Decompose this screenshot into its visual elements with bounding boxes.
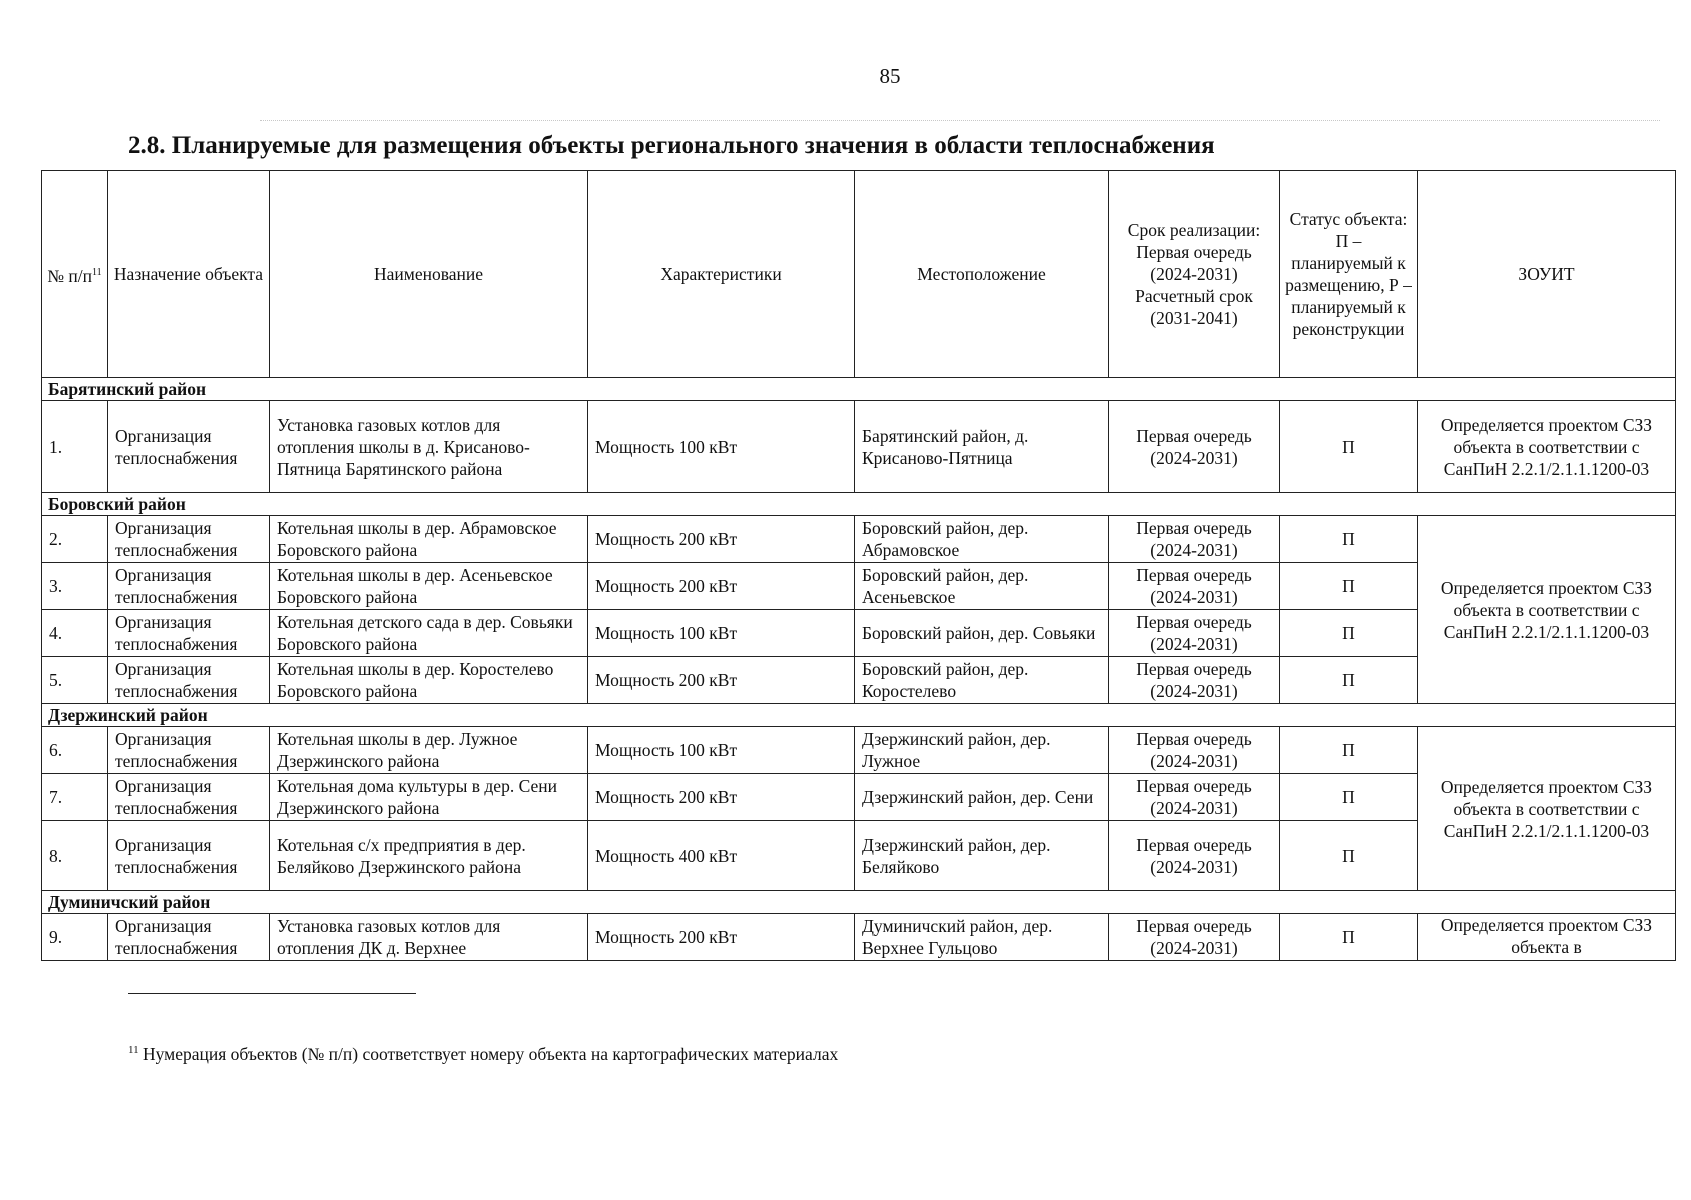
cell-status: П	[1280, 610, 1418, 657]
footnote-separator	[128, 993, 416, 994]
cell-characteristics: Мощность 200 кВт	[588, 914, 855, 961]
district-row	[42, 493, 1676, 516]
cell-location: Дзержинский район, дер. Сени	[855, 774, 1109, 821]
cell-term: Первая очередь (2024-2031)	[1109, 821, 1280, 891]
cell-characteristics: Мощность 200 кВт	[588, 563, 855, 610]
cell-characteristics: Мощность 100 кВт	[588, 610, 855, 657]
cell-name: Установка газовых котлов для отопления ДК д. Верхнее	[270, 914, 588, 961]
district-name: Думиничский район	[42, 891, 1676, 914]
cell-zouit: Определяется проектом СЗЗ объекта в	[1418, 914, 1676, 961]
cell-characteristics: Мощность 200 кВт	[588, 516, 855, 563]
cell-purpose: Организация теплоснабжения	[108, 727, 270, 774]
cell-location: Барятинский район, д. Крисаново-Пятница	[855, 401, 1109, 493]
cell-status: П	[1280, 657, 1418, 704]
cell-purpose: Организация теплоснабжения	[108, 516, 270, 563]
cell-term: Первая очередь (2024-2031)	[1109, 727, 1280, 774]
cell-characteristics: Мощность 400 кВт	[588, 821, 855, 891]
cell-status: П	[1280, 401, 1418, 493]
cell-purpose: Организация теплоснабжения	[108, 563, 270, 610]
footnote-text: Нумерация объектов (№ п/п) соответствует номеру объекта на картографических материалах	[142, 1044, 839, 1064]
cell-location: Боровский район, дер. Коростелево	[855, 657, 1109, 704]
cell-name: Котельная школы в дер. Коростелево Боровского района	[270, 657, 588, 704]
cell-status: П	[1280, 774, 1418, 821]
district-row	[42, 378, 1676, 401]
cell-characteristics: Мощность 100 кВт	[588, 401, 855, 493]
cell-location: Боровский район, дер. Абрамовское	[855, 516, 1109, 563]
header-purpose: Назначение объекта	[108, 171, 270, 378]
cell-term: Первая очередь (2024-2031)	[1109, 401, 1280, 493]
header-num: № $п/п^{11}$	[42, 171, 108, 378]
cell-num: 6.	[42, 727, 108, 774]
cell-name: Котельная детского сада в дер. Совьяки Боровского района	[270, 610, 588, 657]
cell-name: Котельная школы в дер. Лужное Дзержинского района	[270, 727, 588, 774]
cell-term: Первая очередь (2024-2031)	[1109, 774, 1280, 821]
cell-term: Первая очередь (2024-2031)	[1109, 914, 1280, 961]
cell-name: Котельная дома культуры в дер. Сени Дзержинского района	[270, 774, 588, 821]
cell-purpose: Организация теплоснабжения	[108, 657, 270, 704]
header-status: Статус объекта: П – планируемый к размещению, Р – планируемый к реконструкции	[1280, 171, 1418, 378]
cell-num: 9.	[42, 914, 108, 961]
district-name: Дзержинский район	[42, 704, 1676, 727]
footnote-marker: 11	[128, 1044, 139, 1057]
cell-location: Дзержинский район, дер. Беляйково	[855, 821, 1109, 891]
cell-name: Котельная школы в дер. Асеньевское Боровского района	[270, 563, 588, 610]
heat-supply-objects-table	[41, 170, 1676, 961]
cell-name: Котельная с/х предприятия в дер. Беляйково Дзержинского района	[270, 821, 588, 891]
table-body	[42, 378, 1676, 961]
cell-status: П	[1280, 563, 1418, 610]
cell-term: Первая очередь (2024-2031)	[1109, 657, 1280, 704]
cell-purpose: Организация теплоснабжения	[108, 774, 270, 821]
cell-num: 4.	[42, 610, 108, 657]
header-characteristics: Характеристики	[588, 171, 855, 378]
header-zouit: ЗОУИТ	[1418, 171, 1676, 378]
cell-num: 7.	[42, 774, 108, 821]
cell-zouit: Определяется проектом СЗЗ объекта в соответствии с СанПиН 2.2.1/2.1.1.1200-03	[1418, 727, 1676, 891]
cell-location: Боровский район, дер. Асеньевское	[855, 563, 1109, 610]
cell-characteristics: Мощность 100 кВт	[588, 727, 855, 774]
cell-location: Думиничский район, дер. Верхнее Гульцово	[855, 914, 1109, 961]
district-name: Боровский район	[42, 493, 1676, 516]
footnote	[128, 1044, 838, 1065]
cell-zouit: Определяется проектом СЗЗ объекта в соответствии с СанПиН 2.2.1/2.1.1.1200-03	[1418, 516, 1676, 704]
cell-characteristics: Мощность 200 кВт	[588, 657, 855, 704]
table-header-row	[42, 171, 1676, 378]
cell-term: Первая очередь (2024-2031)	[1109, 610, 1280, 657]
district-row	[42, 704, 1676, 727]
cell-status: П	[1280, 914, 1418, 961]
cell-location: Дзержинский район, дер. Лужное	[855, 727, 1109, 774]
cell-location: Боровский район, дер. Совьяки	[855, 610, 1109, 657]
table-row	[42, 516, 1676, 563]
cell-purpose: Организация теплоснабжения	[108, 401, 270, 493]
cell-num: 8.	[42, 821, 108, 891]
cell-purpose: Организация теплоснабжения	[108, 821, 270, 891]
cell-purpose: Организация теплоснабжения	[108, 914, 270, 961]
cell-num: 5.	[42, 657, 108, 704]
cell-status: П	[1280, 727, 1418, 774]
cell-term: Первая очередь (2024-2031)	[1109, 516, 1280, 563]
cell-purpose: Организация теплоснабжения	[108, 610, 270, 657]
table-row	[42, 914, 1676, 961]
cell-name: Установка газовых котлов для отопления школы в д. Крисаново-Пятница Барятинского района	[270, 401, 588, 493]
district-name: Барятинский район	[42, 378, 1676, 401]
table-row	[42, 401, 1676, 493]
header-term: Срок реализации: Первая очередь (2024-2031) Расчетный срок (2031-2041)	[1109, 171, 1280, 378]
table-row	[42, 727, 1676, 774]
cell-term: Первая очередь (2024-2031)	[1109, 563, 1280, 610]
scan-artifact-line	[260, 120, 1660, 121]
cell-num: 1.	[42, 401, 108, 493]
footnote-marker: 11	[92, 266, 102, 278]
page-number: 85	[879, 64, 901, 88]
cell-name: Котельная школы в дер. Абрамовское Боровского района	[270, 516, 588, 563]
header-name: Наименование	[270, 171, 588, 378]
cell-num: 3.	[42, 563, 108, 610]
section-title: 2.8. Планируемые для размещения объекты регионального значения в области теплоснабжения	[128, 132, 1215, 159]
district-row	[42, 891, 1676, 914]
header-location: Местоположение	[855, 171, 1109, 378]
cell-status: П	[1280, 516, 1418, 563]
cell-status: П	[1280, 821, 1418, 891]
cell-characteristics: Мощность 200 кВт	[588, 774, 855, 821]
cell-num: 2.	[42, 516, 108, 563]
cell-zouit: Определяется проектом СЗЗ объекта в соответствии с СанПиН 2.2.1/2.1.1.1200-03	[1418, 401, 1676, 493]
